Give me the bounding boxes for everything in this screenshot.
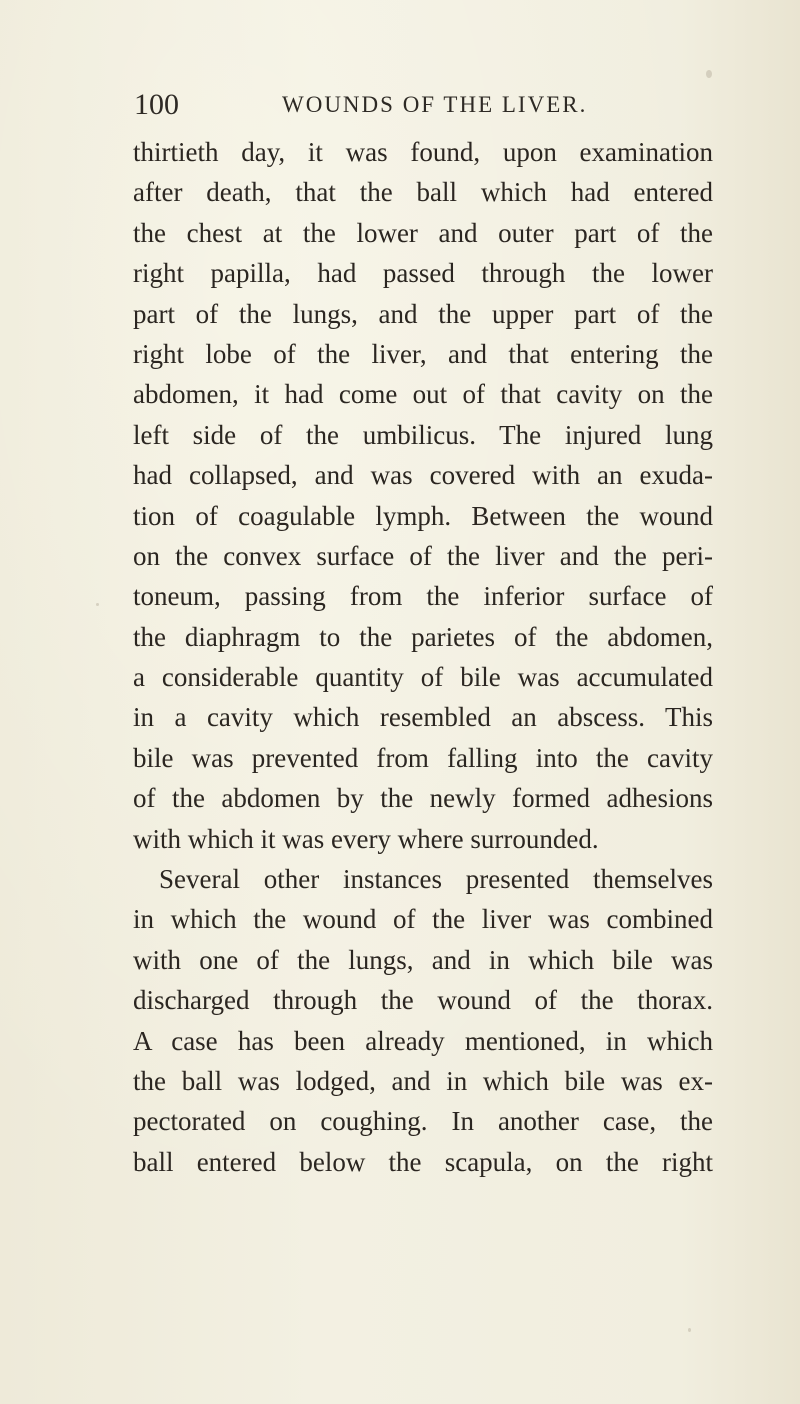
text-line: pectorated on coughing. In another case, the bbox=[133, 1106, 713, 1137]
page-number: 100 bbox=[134, 88, 179, 121]
text-line: ball entered below the scapula, on the right bbox=[133, 1146, 713, 1177]
paper-speck bbox=[688, 1328, 691, 1332]
paper-speck bbox=[706, 70, 712, 78]
text-line: with one of the lungs, and in which bile was bbox=[133, 944, 713, 975]
text-line: on the convex surface of the liver and the peri- bbox=[133, 540, 713, 571]
text-line: the diaphragm to the parietes of the abdomen, bbox=[133, 621, 713, 652]
text-line: discharged through the wound of the thorax. bbox=[133, 985, 713, 1016]
text-line: toneum, passing from the inferior surface of bbox=[133, 581, 713, 612]
text-line: A case has been already mentioned, in which bbox=[133, 1025, 713, 1056]
text-line: part of the lungs, and the upper part of the bbox=[133, 298, 713, 329]
text-line: thirtieth day, it was found, upon examination bbox=[133, 137, 713, 167]
text-line: of the abdomen by the newly formed adhesions bbox=[133, 783, 713, 814]
paper-speck bbox=[96, 603, 99, 606]
text-line: a considerable quantity of bile was accumulated bbox=[133, 662, 713, 693]
text-line: in a cavity which resembled an abscess. This bbox=[133, 702, 713, 733]
text-line: tion of coagulable lymph. Between the wound bbox=[133, 500, 713, 531]
text-line: right papilla, had passed through the lower bbox=[133, 258, 713, 289]
paragraph-start-line: Several other instances presented themselves bbox=[159, 864, 713, 895]
body-text bbox=[133, 132, 713, 1182]
text-line: abdomen, it had come out of that cavity on the bbox=[133, 379, 713, 410]
text-line: had collapsed, and was covered with an exuda- bbox=[133, 460, 713, 491]
text-line: the ball was lodged, and in which bile was ex- bbox=[133, 1065, 713, 1096]
running-head: WOUNDS OF THE LIVER. bbox=[282, 92, 588, 117]
text-line: bile was prevented from falling into the cavity bbox=[133, 742, 713, 773]
text-line: in which the wound of the liver was combined bbox=[133, 904, 713, 935]
text-line: with which it was every where surrounded. bbox=[133, 823, 599, 854]
page-header bbox=[134, 88, 694, 124]
text-line: left side of the umbilicus. The injured lung bbox=[133, 419, 713, 450]
text-line: the chest at the lower and outer part of the bbox=[133, 217, 713, 248]
text-line: after death, that the ball which had entered bbox=[133, 177, 713, 208]
text-line: right lobe of the liver, and that entering the bbox=[133, 338, 713, 369]
